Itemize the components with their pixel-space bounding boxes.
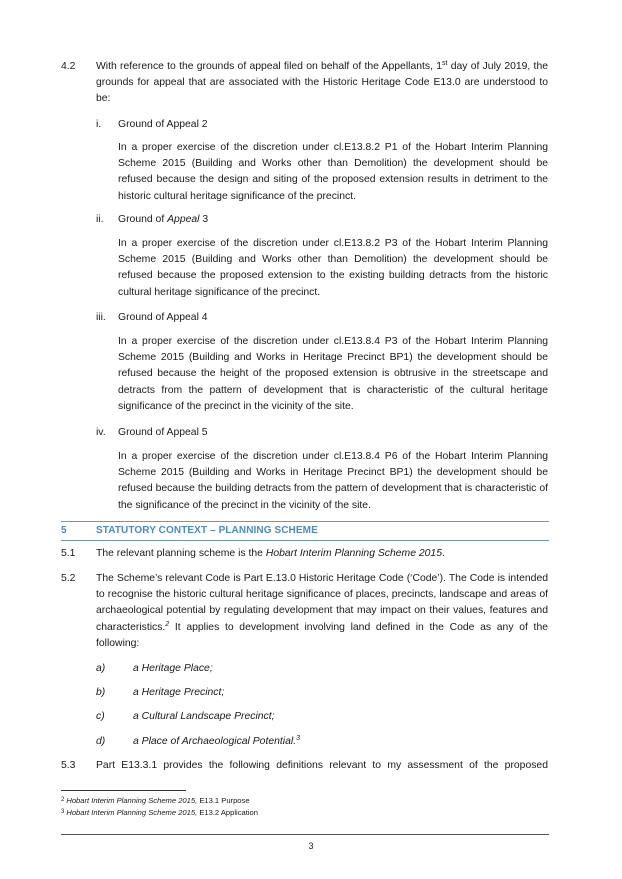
ground-label: Ground of Appeal 5 bbox=[118, 427, 208, 438]
para-5-2-sup: 2 bbox=[165, 620, 170, 628]
list-item-sup: 3 bbox=[296, 735, 300, 742]
para-5-2-text-a: The Scheme’s relevant Code is Part E.13.0 Historic Heritage Code (‘Code’). The Code is intended to recognise the historic cultural heritage significance of places, precincts, landscape and areas of archaeological potential by regulating development that may impact on their values, features and characteristics. bbox=[96, 573, 548, 633]
ground-text: In a proper exercise of the discretion under cl.E13.8.4 P6 of the Hobart Interim Planning Scheme 2015 (Building and Works in Heritage Precinct BP1) the development should be refused because the building detracts from the pattern of development that is characteristic of the significance of the precinct in the vicinity of the site. bbox=[118, 451, 548, 511]
ground-label: Ground of Appeal 2 bbox=[118, 119, 208, 130]
list-letter: d) bbox=[96, 736, 106, 747]
ground-label-italic: Appeal bbox=[167, 214, 200, 225]
footer-rule bbox=[61, 834, 549, 835]
para-5-1-italic: Hobart Interim Planning Scheme 2015 bbox=[265, 548, 442, 559]
list-item bbox=[133, 734, 300, 750]
page-number: 3 bbox=[308, 841, 314, 851]
para-5-3: Part E13.3.1 provides the following definitions relevant to my assessment of the proposed bbox=[96, 760, 548, 771]
ground-label bbox=[118, 212, 208, 228]
section-top-rule bbox=[61, 521, 549, 522]
list-item: a Heritage Place; bbox=[133, 663, 213, 674]
para-5-1-text-a: The relevant planning scheme is the bbox=[96, 548, 266, 559]
para-num-4-2: 4.2 bbox=[61, 61, 76, 72]
para-num-5-1: 5.1 bbox=[61, 548, 76, 559]
ground-roman: ii. bbox=[96, 214, 104, 225]
ground-roman: iv. bbox=[96, 427, 106, 438]
footnote-mark: 2 bbox=[61, 797, 65, 803]
list-item: a Heritage Precinct; bbox=[133, 687, 225, 698]
list-item: a Cultural Landscape Precinct; bbox=[133, 711, 275, 722]
ground-label-a: Ground of bbox=[118, 214, 168, 225]
section-title: STATUTORY CONTEXT – PLANNING SCHEME bbox=[96, 525, 318, 536]
para-4-2-sup: st bbox=[442, 60, 448, 67]
list-letter: c) bbox=[96, 711, 105, 722]
list-letter: a) bbox=[96, 663, 106, 674]
para-5-1 bbox=[96, 546, 548, 562]
footnote bbox=[61, 807, 258, 818]
ground-text: In a proper exercise of the discretion under cl.E13.8.2 P3 of the Hobart Interim Planning Scheme 2015 (Building and Works other than Demolition) the development should be refused because the proposed extension to the existing building detracts from the historic cultural heritage significance of the precinct. bbox=[118, 238, 548, 298]
para-4-2-text-a: With reference to the grounds of appeal filed on behalf of the Appellants, 1 bbox=[96, 61, 442, 72]
footnote-italic: Hobart Interim Planning Scheme 2015, bbox=[66, 796, 198, 805]
footnote-text: E13.2 Application bbox=[197, 808, 258, 817]
ground-roman: iii. bbox=[96, 312, 106, 323]
ground-label-b: 3 bbox=[199, 214, 209, 225]
para-5-1-text-b: . bbox=[441, 548, 445, 559]
footnote bbox=[61, 795, 250, 806]
ground-roman: i. bbox=[96, 119, 102, 130]
list-item-text: a Place of Archaeological Potential. bbox=[133, 736, 297, 747]
para-num-5-3: 5.3 bbox=[61, 760, 76, 771]
ground-label: Ground of Appeal 4 bbox=[118, 312, 208, 323]
para-4-2-text-b: day of July 2019, the grounds for appeal that are associated with the Historic Heritage Code E13.0 are understood to be: bbox=[96, 61, 549, 105]
ground-text: In a proper exercise of the discretion under cl.E13.8.2 P1 of the Hobart Interim Planning Scheme 2015 (Building and Works other than Demolition) the development should be refused because the design and siting of the proposed extension results in detriment to the historic cultural heritage significance of the precinct. bbox=[118, 142, 548, 202]
para-5-2 bbox=[96, 571, 548, 652]
footnote-rule bbox=[61, 790, 186, 791]
footnote-mark: 3 bbox=[61, 809, 65, 815]
para-num-5-2: 5.2 bbox=[61, 573, 76, 584]
footnote-text: E13.1 Purpose bbox=[197, 796, 250, 805]
footnote-italic: Hobart Interim Planning Scheme 2015, bbox=[66, 808, 198, 817]
para-5-2-text-b: It applies to development involving land defined in the Code as any of the following: bbox=[96, 621, 548, 649]
list-letter: b) bbox=[96, 687, 106, 698]
section-bottom-rule bbox=[61, 540, 549, 541]
ground-text: In a proper exercise of the discretion under cl.E13.8.4 P3 of the Hobart Interim Planning Scheme 2015 (Building and Works in Heritage Precinct BP1) the development should be refused because the height of the proposed extension is obtrusive in the streetscape and detracts from the pattern of development that is characteristic of the cultural heritage significance of the precinct in the vicinity of the site. bbox=[118, 336, 548, 412]
para-4-2 bbox=[96, 59, 548, 108]
section-number: 5 bbox=[61, 525, 67, 536]
